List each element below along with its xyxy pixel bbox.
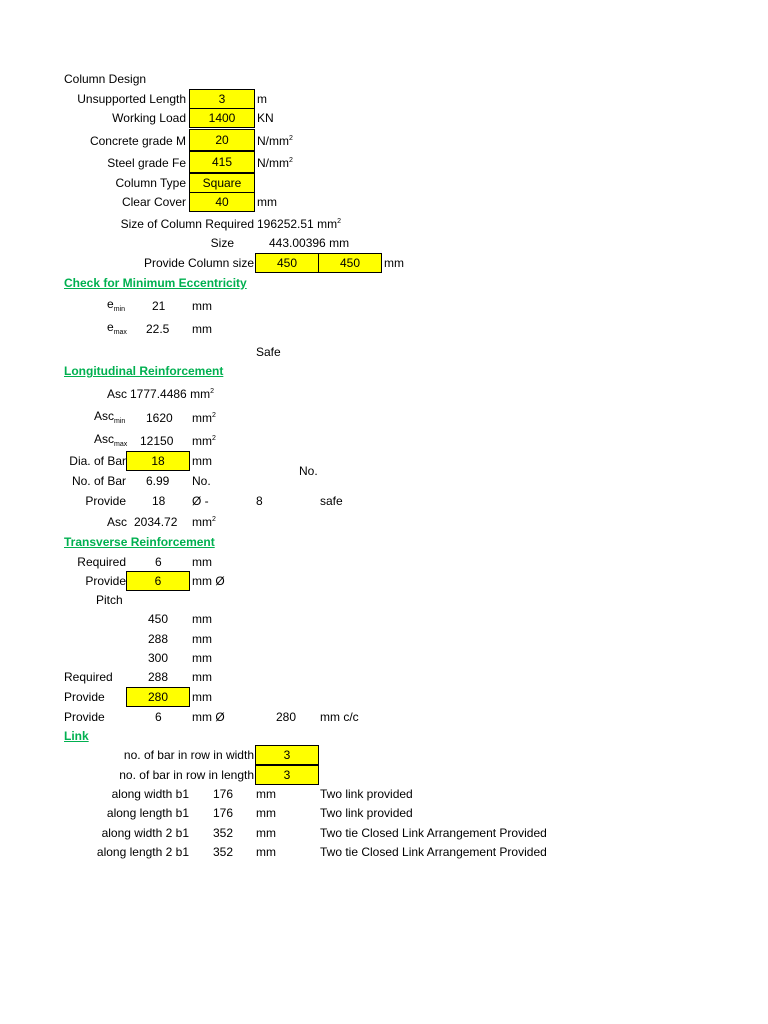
pitch-provide-unit: mm — [192, 690, 212, 704]
working-load-unit: KN — [257, 111, 274, 125]
clear-cover-label: Clear Cover — [121, 195, 186, 209]
pitch-label: Pitch — [96, 593, 123, 607]
pitch-required-value: 288 — [148, 670, 169, 684]
eccentricity-status: Safe — [256, 345, 281, 359]
provide-column-size-label: Provide Column size — [143, 256, 254, 270]
emin-unit: mm — [192, 299, 212, 313]
link-row-note: Two link provided — [320, 787, 413, 801]
provide-column-size-unit: mm — [384, 256, 404, 270]
link-row-unit: mm — [256, 787, 276, 801]
unsupported-length-unit: m — [257, 92, 267, 106]
no-of-bar-unit: No. — [192, 474, 211, 488]
dia-bar-unit: mm — [192, 454, 212, 468]
transverse-provide-label: Provide — [85, 574, 126, 588]
pitch-row-unit: mm — [192, 632, 212, 646]
ascmin-unit: $mm^2$ — [192, 411, 216, 425]
provide-bar-count: 8 — [256, 494, 263, 508]
provide-bar-symbol: Ø - — [192, 494, 209, 508]
steel-grade-input[interactable]: 415 — [189, 151, 255, 173]
link-row-value: 176 — [213, 806, 234, 820]
no-of-bar-label: No. of Bar — [71, 474, 126, 488]
final-provide-unit: mm c/c — [320, 710, 359, 724]
emin-value: 21 — [152, 299, 166, 313]
link-row-label: along width b1 — [111, 787, 189, 801]
pitch-row-value: 288 — [148, 632, 169, 646]
size-required-label: Size of Column Required — [120, 217, 254, 231]
link-row-note: Two tie Closed Link Arrangement Provided — [320, 826, 547, 840]
link-row-unit: mm — [256, 845, 276, 859]
dia-bar-label: Dia. of Bar — [69, 454, 126, 468]
column-type-label: Column Type — [115, 176, 186, 190]
width-row-input[interactable]: 3 — [255, 745, 319, 765]
emax-value: 22.5 — [146, 322, 170, 336]
pitch-row-value: 450 — [148, 612, 169, 626]
pitch-row-unit: mm — [192, 612, 212, 626]
page-title: Column Design — [64, 72, 147, 86]
link-row-value: 352 — [213, 845, 234, 859]
provide-bar-dia: 18 — [152, 494, 166, 508]
asc-provided-unit: $mm^2$ — [192, 515, 216, 529]
longitudinal-heading: Longitudinal Reinforcement — [64, 364, 224, 378]
link-row-label: along width 2 b1 — [101, 826, 189, 840]
transverse-provide-unit: mm Ø — [192, 574, 225, 588]
pitch-provide-input[interactable]: 280 — [126, 687, 190, 707]
transverse-heading: Transverse Reinforcement — [64, 535, 215, 549]
provide-column-width-input[interactable]: 450 — [255, 253, 319, 273]
provide-bar-label: Provide — [85, 494, 126, 508]
transverse-provide-input[interactable]: 6 — [126, 571, 190, 591]
concrete-grade-input[interactable]: 20 — [189, 129, 255, 151]
size-label: Size — [210, 236, 234, 250]
emax-unit: mm — [192, 322, 212, 336]
working-load-label: Working Load — [112, 111, 186, 125]
column-type-input[interactable]: Square — [189, 173, 255, 193]
link-row-value: 352 — [213, 826, 234, 840]
ascmax-unit: $mm^2$ — [192, 434, 216, 448]
asc-provided-label: Asc — [107, 515, 128, 529]
final-provide-dia: 6 — [155, 710, 162, 724]
provide-column-depth-input[interactable]: 450 — [318, 253, 382, 273]
ascmin-label: Asc$_{min}$ — [94, 409, 126, 425]
no-of-bar-value: 6.99 — [146, 474, 170, 488]
asc-value: 1777.4486 $mm^2$ — [130, 387, 214, 401]
width-row-label: no. of bar in row in width — [123, 748, 254, 762]
unsupported-length-input[interactable]: 3 — [189, 89, 255, 109]
link-row-unit: mm — [256, 806, 276, 820]
pitch-required-label: Required — [64, 670, 113, 684]
ascmax-label: Asc$_{max}$ — [94, 432, 128, 448]
link-row-label: along length 2 b1 — [96, 845, 189, 859]
emin-label: $e_{min}$ — [107, 297, 125, 313]
pitch-provide-label: Provide — [64, 690, 105, 704]
transverse-required-unit: mm — [192, 555, 212, 569]
pitch-row-value: 300 — [148, 651, 169, 665]
pitch-required-unit: mm — [192, 670, 212, 684]
ascmax-value: 12150 — [140, 434, 174, 448]
asc-provided-value: 2034.72 — [134, 515, 178, 529]
working-load-input[interactable]: 1400 — [189, 108, 255, 128]
link-row-unit: mm — [256, 826, 276, 840]
provide-bar-status: safe — [320, 494, 343, 508]
length-row-label: no. of bar in row in length — [119, 768, 254, 782]
final-provide-spacing: 280 — [276, 710, 297, 724]
steel-grade-unit: $N/mm^2$ — [257, 156, 293, 170]
clear-cover-unit: mm — [257, 195, 277, 209]
steel-grade-label: Steel grade Fe — [107, 156, 186, 170]
emax-label: $e_{max}$ — [107, 320, 127, 336]
transverse-required-label: Required — [77, 555, 126, 569]
asc-label: Asc — [107, 387, 128, 401]
clear-cover-input[interactable]: 40 — [189, 192, 255, 212]
eccentricity-heading: Check for Minimum Eccentricity — [64, 276, 247, 290]
link-heading: Link — [64, 729, 89, 743]
concrete-grade-unit: $N/mm^2$ — [257, 134, 293, 148]
dia-bar-input[interactable]: 18 — [126, 451, 190, 471]
length-row-input[interactable]: 3 — [255, 765, 319, 785]
ascmin-value: 1620 — [146, 411, 173, 425]
final-provide-symbol: mm Ø — [192, 710, 225, 724]
size-value: 443.00396 mm — [269, 236, 350, 250]
link-row-value: 176 — [213, 787, 234, 801]
link-row-label: along length b1 — [106, 806, 189, 820]
pitch-row-unit: mm — [192, 651, 212, 665]
link-row-note: Two tie Closed Link Arrangement Provided — [320, 845, 547, 859]
unsupported-length-label: Unsupported Length — [77, 92, 186, 106]
link-row-note: Two link provided — [320, 806, 413, 820]
no-right-label: No. — [299, 464, 318, 478]
transverse-required-value: 6 — [155, 555, 162, 569]
concrete-grade-label: Concrete grade M — [89, 134, 186, 148]
size-required-value: 196252.51 $mm^2$ — [257, 217, 341, 231]
final-provide-label: Provide — [64, 710, 105, 724]
